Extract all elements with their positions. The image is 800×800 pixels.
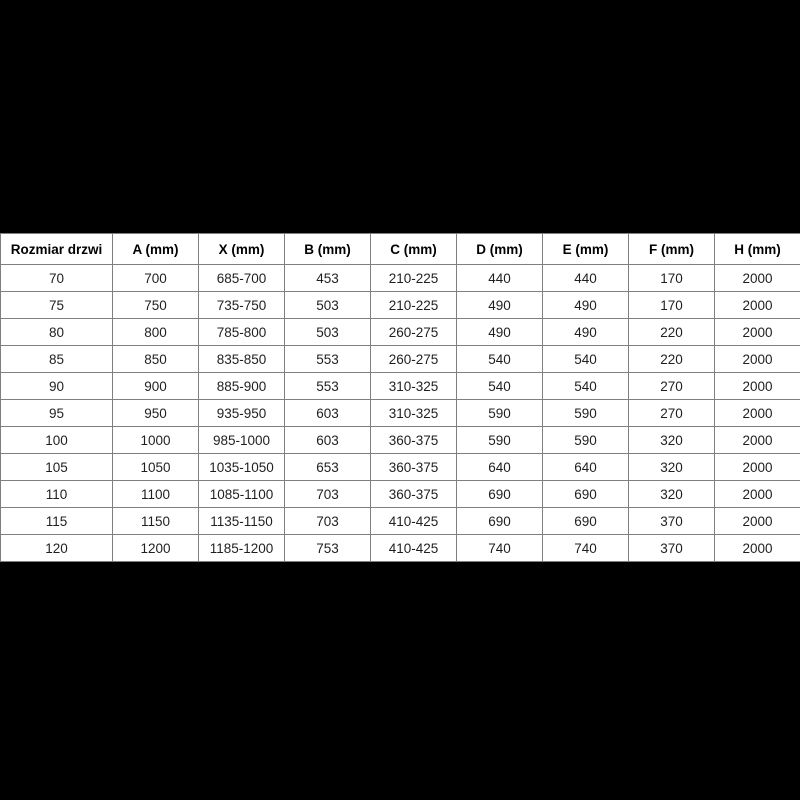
table-cell: 835-850	[199, 346, 285, 373]
table-cell: 1050	[113, 454, 199, 481]
table-cell: 590	[543, 427, 629, 454]
table-cell: 2000	[715, 265, 800, 292]
table-row	[1, 481, 800, 508]
table-cell: 120	[1, 535, 113, 562]
table-cell: 735-750	[199, 292, 285, 319]
table-cell: 270	[629, 373, 715, 400]
table-cell: 703	[285, 481, 371, 508]
table-cell: 2000	[715, 427, 800, 454]
table-cell: 590	[543, 400, 629, 427]
table-body	[1, 265, 800, 562]
table-cell: 800	[113, 319, 199, 346]
header-cell-4: C (mm)	[371, 234, 457, 265]
table-cell: 653	[285, 454, 371, 481]
table-cell: 540	[457, 346, 543, 373]
table-cell: 320	[629, 481, 715, 508]
table-cell: 2000	[715, 400, 800, 427]
table-cell: 850	[113, 346, 199, 373]
table-row	[1, 319, 800, 346]
table-cell: 685-700	[199, 265, 285, 292]
table-cell: 2000	[715, 292, 800, 319]
table-cell: 885-900	[199, 373, 285, 400]
table-cell: 553	[285, 373, 371, 400]
table-cell: 260-275	[371, 346, 457, 373]
table-cell: 80	[1, 319, 113, 346]
table-cell: 703	[285, 508, 371, 535]
door-size-table	[0, 233, 800, 562]
table-cell: 490	[543, 319, 629, 346]
table-cell: 490	[543, 292, 629, 319]
table-cell: 490	[457, 319, 543, 346]
table-cell: 360-375	[371, 481, 457, 508]
table-cell: 553	[285, 346, 371, 373]
table-head	[1, 234, 800, 265]
table-cell: 690	[457, 508, 543, 535]
table-cell: 540	[543, 346, 629, 373]
table-cell: 740	[457, 535, 543, 562]
table-cell: 453	[285, 265, 371, 292]
table-cell: 85	[1, 346, 113, 373]
table-cell: 590	[457, 400, 543, 427]
table-row	[1, 508, 800, 535]
table-cell: 1200	[113, 535, 199, 562]
header-cell-8: H (mm)	[715, 234, 800, 265]
table-cell: 370	[629, 535, 715, 562]
table-cell: 2000	[715, 454, 800, 481]
table-cell: 2000	[715, 373, 800, 400]
table-cell: 985-1000	[199, 427, 285, 454]
table-cell: 690	[543, 508, 629, 535]
table-cell: 1100	[113, 481, 199, 508]
table-cell: 750	[113, 292, 199, 319]
header-cell-5: D (mm)	[457, 234, 543, 265]
table-cell: 503	[285, 292, 371, 319]
table-cell: 260-275	[371, 319, 457, 346]
table-cell: 1085-1100	[199, 481, 285, 508]
table-cell: 90	[1, 373, 113, 400]
table-cell: 700	[113, 265, 199, 292]
table-cell: 170	[629, 265, 715, 292]
table-cell: 440	[543, 265, 629, 292]
table-cell: 503	[285, 319, 371, 346]
table-cell: 310-325	[371, 400, 457, 427]
table-cell: 220	[629, 346, 715, 373]
table-cell: 115	[1, 508, 113, 535]
table-cell: 1185-1200	[199, 535, 285, 562]
table-cell: 320	[629, 427, 715, 454]
table-cell: 75	[1, 292, 113, 319]
table-cell: 950	[113, 400, 199, 427]
table-cell: 740	[543, 535, 629, 562]
table-cell: 440	[457, 265, 543, 292]
table-cell: 935-950	[199, 400, 285, 427]
table-cell: 603	[285, 400, 371, 427]
table-row	[1, 454, 800, 481]
table-cell: 540	[543, 373, 629, 400]
header-cell-0: Rozmiar drzwi	[1, 234, 113, 265]
table-cell: 320	[629, 454, 715, 481]
table-header-row	[1, 234, 800, 265]
table-cell: 1035-1050	[199, 454, 285, 481]
table-cell: 105	[1, 454, 113, 481]
table-cell: 603	[285, 427, 371, 454]
table-row	[1, 427, 800, 454]
header-cell-2: X (mm)	[199, 234, 285, 265]
table-row	[1, 346, 800, 373]
table-cell: 220	[629, 319, 715, 346]
table-cell: 310-325	[371, 373, 457, 400]
table-cell: 490	[457, 292, 543, 319]
table-cell: 690	[457, 481, 543, 508]
table-cell: 640	[543, 454, 629, 481]
table-row	[1, 535, 800, 562]
table-row	[1, 292, 800, 319]
table-cell: 2000	[715, 319, 800, 346]
table-cell: 210-225	[371, 265, 457, 292]
table-cell: 690	[543, 481, 629, 508]
header-cell-1: A (mm)	[113, 234, 199, 265]
table-cell: 2000	[715, 481, 800, 508]
table-cell: 95	[1, 400, 113, 427]
table-cell: 170	[629, 292, 715, 319]
table-cell: 540	[457, 373, 543, 400]
table-cell: 753	[285, 535, 371, 562]
table-cell: 1000	[113, 427, 199, 454]
table-cell: 2000	[715, 346, 800, 373]
table-row	[1, 400, 800, 427]
table-cell: 360-375	[371, 427, 457, 454]
table-cell: 640	[457, 454, 543, 481]
table-cell: 590	[457, 427, 543, 454]
table-cell: 70	[1, 265, 113, 292]
header-cell-7: F (mm)	[629, 234, 715, 265]
header-cell-6: E (mm)	[543, 234, 629, 265]
table-cell: 100	[1, 427, 113, 454]
table-cell: 1150	[113, 508, 199, 535]
table-cell: 1135-1150	[199, 508, 285, 535]
table-row	[1, 265, 800, 292]
table-cell: 2000	[715, 535, 800, 562]
table-cell: 410-425	[371, 508, 457, 535]
table-cell: 2000	[715, 508, 800, 535]
table-cell: 270	[629, 400, 715, 427]
table-cell: 210-225	[371, 292, 457, 319]
table-cell: 370	[629, 508, 715, 535]
table-row	[1, 373, 800, 400]
table-cell: 785-800	[199, 319, 285, 346]
table-cell: 410-425	[371, 535, 457, 562]
table-cell: 110	[1, 481, 113, 508]
table-cell: 900	[113, 373, 199, 400]
table-cell: 360-375	[371, 454, 457, 481]
header-cell-3: B (mm)	[285, 234, 371, 265]
